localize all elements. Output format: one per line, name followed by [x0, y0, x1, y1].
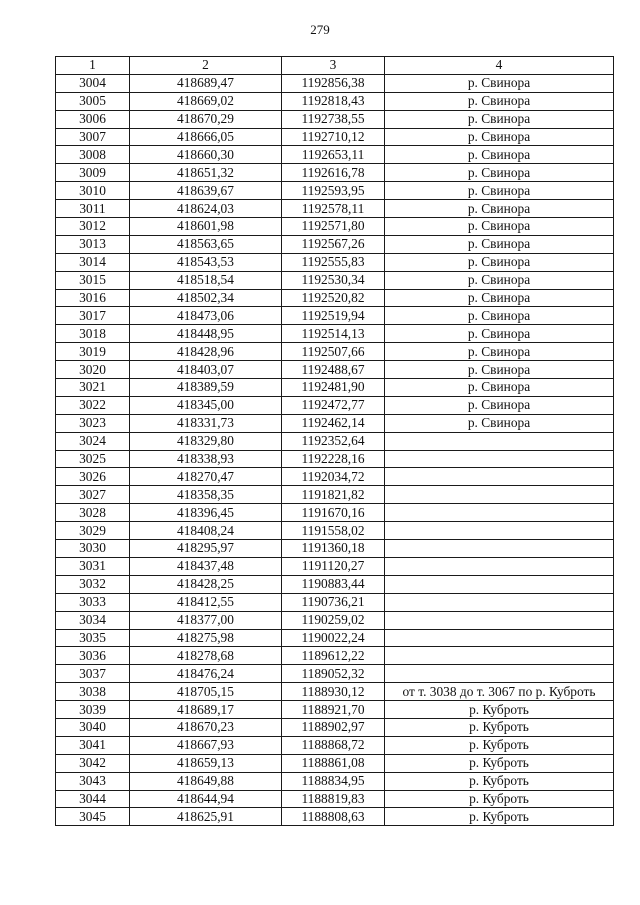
y-coordinate-cell: 1192519,94: [282, 307, 385, 325]
y-coordinate-cell: 1191360,18: [282, 540, 385, 558]
description-cell: р. Куброть: [385, 718, 614, 736]
y-coordinate-cell: 1188930,12: [282, 683, 385, 701]
point-number-cell: 3005: [56, 92, 130, 110]
table-row: [56, 289, 614, 307]
description-cell: р. Свинора: [385, 325, 614, 343]
x-coordinate-cell: 418660,30: [130, 146, 282, 164]
description-cell: [385, 522, 614, 540]
point-number-cell: 3031: [56, 557, 130, 575]
table-row: [56, 575, 614, 593]
table-row: [56, 92, 614, 110]
description-cell: р. Куброть: [385, 754, 614, 772]
description-cell: [385, 575, 614, 593]
point-number-cell: 3008: [56, 146, 130, 164]
point-number-cell: 3043: [56, 772, 130, 790]
point-number-cell: 3042: [56, 754, 130, 772]
y-coordinate-cell: 1192571,80: [282, 218, 385, 236]
point-number-cell: 3009: [56, 164, 130, 182]
x-coordinate-cell: 418270,47: [130, 468, 282, 486]
table-row: [56, 683, 614, 701]
description-cell: р. Куброть: [385, 790, 614, 808]
x-coordinate-cell: 418601,98: [130, 218, 282, 236]
y-coordinate-cell: 1192228,16: [282, 450, 385, 468]
point-number-cell: 3014: [56, 253, 130, 271]
x-coordinate-cell: 418666,05: [130, 128, 282, 146]
x-coordinate-cell: 418377,00: [130, 611, 282, 629]
table-row: [56, 432, 614, 450]
description-cell: р. Свинора: [385, 396, 614, 414]
y-coordinate-cell: 1191670,16: [282, 504, 385, 522]
table-row: [56, 307, 614, 325]
point-number-cell: 3029: [56, 522, 130, 540]
table-row: [56, 235, 614, 253]
x-coordinate-cell: 418428,96: [130, 343, 282, 361]
x-coordinate-cell: 418278,68: [130, 647, 282, 665]
table-row: [56, 325, 614, 343]
table-row: [56, 772, 614, 790]
description-cell: р. Свинора: [385, 361, 614, 379]
point-number-cell: 3015: [56, 271, 130, 289]
table-row: [56, 218, 614, 236]
table-row: [56, 146, 614, 164]
description-cell: р. Свинора: [385, 307, 614, 325]
y-coordinate-cell: 1192555,83: [282, 253, 385, 271]
description-cell: р. Свинора: [385, 164, 614, 182]
x-coordinate-cell: 418476,24: [130, 665, 282, 683]
x-coordinate-cell: 418543,53: [130, 253, 282, 271]
point-number-cell: 3016: [56, 289, 130, 307]
x-coordinate-cell: 418473,06: [130, 307, 282, 325]
y-coordinate-cell: 1192507,66: [282, 343, 385, 361]
y-coordinate-cell: 1191120,27: [282, 557, 385, 575]
x-coordinate-cell: 418659,13: [130, 754, 282, 772]
header-row: [56, 57, 614, 75]
y-coordinate-cell: 1192738,55: [282, 110, 385, 128]
y-coordinate-cell: 1192472,77: [282, 396, 385, 414]
y-coordinate-cell: 1192034,72: [282, 468, 385, 486]
description-cell: [385, 432, 614, 450]
x-coordinate-cell: 418329,80: [130, 432, 282, 450]
y-coordinate-cell: 1192488,67: [282, 361, 385, 379]
table-row: [56, 361, 614, 379]
description-cell: [385, 629, 614, 647]
point-number-cell: 3007: [56, 128, 130, 146]
x-coordinate-cell: 418412,55: [130, 593, 282, 611]
table-row: [56, 200, 614, 218]
description-cell: [385, 450, 614, 468]
x-coordinate-cell: 418670,23: [130, 718, 282, 736]
description-cell: р. Свинора: [385, 235, 614, 253]
x-coordinate-cell: 418689,47: [130, 74, 282, 92]
x-coordinate-cell: 418428,25: [130, 575, 282, 593]
description-cell: [385, 611, 614, 629]
point-number-cell: 3027: [56, 486, 130, 504]
y-coordinate-cell: 1189052,32: [282, 665, 385, 683]
description-cell: [385, 593, 614, 611]
y-coordinate-cell: 1189612,22: [282, 647, 385, 665]
x-coordinate-cell: 418275,98: [130, 629, 282, 647]
y-coordinate-cell: 1191558,02: [282, 522, 385, 540]
x-coordinate-cell: 418624,03: [130, 200, 282, 218]
table-row: [56, 522, 614, 540]
page-number: 279: [310, 22, 330, 37]
y-coordinate-cell: 1188902,97: [282, 718, 385, 736]
point-number-cell: 3032: [56, 575, 130, 593]
x-coordinate-cell: 418396,45: [130, 504, 282, 522]
x-coordinate-cell: 418563,65: [130, 235, 282, 253]
point-number-cell: 3011: [56, 200, 130, 218]
y-coordinate-cell: 1192578,11: [282, 200, 385, 218]
point-number-cell: 3036: [56, 647, 130, 665]
y-coordinate-cell: 1190259,02: [282, 611, 385, 629]
point-number-cell: 3013: [56, 235, 130, 253]
point-number-cell: 3018: [56, 325, 130, 343]
point-number-cell: 3026: [56, 468, 130, 486]
y-coordinate-cell: 1192710,12: [282, 128, 385, 146]
x-coordinate-cell: 418669,02: [130, 92, 282, 110]
table-row: [56, 110, 614, 128]
description-cell: р. Свинора: [385, 253, 614, 271]
table-row: [56, 450, 614, 468]
table-row: [56, 182, 614, 200]
x-coordinate-cell: 418705,15: [130, 683, 282, 701]
point-number-cell: 3030: [56, 540, 130, 558]
y-coordinate-cell: 1188868,72: [282, 736, 385, 754]
description-cell: р. Свинора: [385, 92, 614, 110]
y-coordinate-cell: 1192653,11: [282, 146, 385, 164]
table-row: [56, 647, 614, 665]
x-coordinate-cell: 418389,59: [130, 379, 282, 397]
description-cell: р. Свинора: [385, 182, 614, 200]
description-cell: р. Свинора: [385, 146, 614, 164]
table-row: [56, 379, 614, 397]
table-row: [56, 74, 614, 92]
y-coordinate-cell: 1192514,13: [282, 325, 385, 343]
description-cell: р. Свинора: [385, 271, 614, 289]
table-header: [56, 57, 614, 75]
description-cell: р. Куброть: [385, 808, 614, 826]
description-cell: р. Куброть: [385, 736, 614, 754]
description-cell: р. Свинора: [385, 379, 614, 397]
description-cell: [385, 647, 614, 665]
description-cell: р. Свинора: [385, 343, 614, 361]
x-coordinate-cell: 418649,88: [130, 772, 282, 790]
x-coordinate-cell: 418448,95: [130, 325, 282, 343]
table-row: [56, 396, 614, 414]
table-row: [56, 754, 614, 772]
x-coordinate-cell: 418403,07: [130, 361, 282, 379]
y-coordinate-cell: 1192530,34: [282, 271, 385, 289]
x-coordinate-cell: 418437,48: [130, 557, 282, 575]
point-number-cell: 3004: [56, 74, 130, 92]
x-coordinate-cell: 418639,67: [130, 182, 282, 200]
x-coordinate-cell: 418651,32: [130, 164, 282, 182]
point-number-cell: 3006: [56, 110, 130, 128]
description-cell: от т. 3038 до т. 3067 по р. Куброть: [385, 683, 614, 701]
description-cell: р. Свинора: [385, 289, 614, 307]
y-coordinate-cell: 1190883,44: [282, 575, 385, 593]
table-row: [56, 593, 614, 611]
x-coordinate-cell: 418644,94: [130, 790, 282, 808]
point-number-cell: 3022: [56, 396, 130, 414]
y-coordinate-cell: 1190022,24: [282, 629, 385, 647]
description-cell: р. Свинора: [385, 128, 614, 146]
table-row: [56, 504, 614, 522]
x-coordinate-cell: 418518,54: [130, 271, 282, 289]
y-coordinate-cell: 1188834,95: [282, 772, 385, 790]
point-number-cell: 3021: [56, 379, 130, 397]
table-row: [56, 128, 614, 146]
description-cell: [385, 504, 614, 522]
x-coordinate-cell: 418331,73: [130, 414, 282, 432]
point-number-cell: 3045: [56, 808, 130, 826]
header-col-2: 2: [130, 57, 282, 75]
point-number-cell: 3035: [56, 629, 130, 647]
point-number-cell: 3019: [56, 343, 130, 361]
description-cell: [385, 486, 614, 504]
point-number-cell: 3037: [56, 665, 130, 683]
table-body: [56, 74, 614, 825]
point-number-cell: 3039: [56, 701, 130, 719]
description-cell: р. Куброть: [385, 701, 614, 719]
y-coordinate-cell: 1192818,43: [282, 92, 385, 110]
y-coordinate-cell: 1190736,21: [282, 593, 385, 611]
x-coordinate-cell: 418295,97: [130, 540, 282, 558]
table-row: [56, 414, 614, 432]
table-row: [56, 486, 614, 504]
table-row: [56, 271, 614, 289]
table-row: [56, 665, 614, 683]
y-coordinate-cell: 1192593,95: [282, 182, 385, 200]
table-row: [56, 718, 614, 736]
description-cell: р. Свинора: [385, 74, 614, 92]
table-row: [56, 557, 614, 575]
x-coordinate-cell: 418689,17: [130, 701, 282, 719]
table-row: [56, 701, 614, 719]
y-coordinate-cell: 1192567,26: [282, 235, 385, 253]
y-coordinate-cell: 1192352,64: [282, 432, 385, 450]
description-cell: р. Свинора: [385, 200, 614, 218]
description-cell: р. Свинора: [385, 414, 614, 432]
point-number-cell: 3028: [56, 504, 130, 522]
point-number-cell: 3010: [56, 182, 130, 200]
y-coordinate-cell: 1192616,78: [282, 164, 385, 182]
point-number-cell: 3023: [56, 414, 130, 432]
point-number-cell: 3024: [56, 432, 130, 450]
description-cell: [385, 468, 614, 486]
description-cell: [385, 557, 614, 575]
point-number-cell: 3038: [56, 683, 130, 701]
header-col-4: 4: [385, 57, 614, 75]
point-number-cell: 3033: [56, 593, 130, 611]
x-coordinate-cell: 418625,91: [130, 808, 282, 826]
y-coordinate-cell: 1192520,82: [282, 289, 385, 307]
y-coordinate-cell: 1188861,08: [282, 754, 385, 772]
table-row: [56, 629, 614, 647]
point-number-cell: 3020: [56, 361, 130, 379]
x-coordinate-cell: 418345,00: [130, 396, 282, 414]
x-coordinate-cell: 418670,29: [130, 110, 282, 128]
description-cell: р. Свинора: [385, 218, 614, 236]
x-coordinate-cell: 418667,93: [130, 736, 282, 754]
table-row: [56, 343, 614, 361]
x-coordinate-cell: 418502,34: [130, 289, 282, 307]
description-cell: р. Свинора: [385, 110, 614, 128]
y-coordinate-cell: 1192856,38: [282, 74, 385, 92]
point-number-cell: 3012: [56, 218, 130, 236]
point-number-cell: 3041: [56, 736, 130, 754]
point-number-cell: 3044: [56, 790, 130, 808]
y-coordinate-cell: 1188921,70: [282, 701, 385, 719]
table-row: [56, 790, 614, 808]
x-coordinate-cell: 418408,24: [130, 522, 282, 540]
x-coordinate-cell: 418338,93: [130, 450, 282, 468]
table-row: [56, 736, 614, 754]
coordinates-table: [55, 56, 614, 826]
description-cell: р. Куброть: [385, 772, 614, 790]
point-number-cell: 3040: [56, 718, 130, 736]
description-cell: [385, 540, 614, 558]
table-row: [56, 253, 614, 271]
table-row: [56, 164, 614, 182]
header-col-1: 1: [56, 57, 130, 75]
point-number-cell: 3034: [56, 611, 130, 629]
x-coordinate-cell: 418358,35: [130, 486, 282, 504]
description-cell: [385, 665, 614, 683]
y-coordinate-cell: 1192462,14: [282, 414, 385, 432]
y-coordinate-cell: 1191821,82: [282, 486, 385, 504]
table-row: [56, 540, 614, 558]
y-coordinate-cell: 1192481,90: [282, 379, 385, 397]
y-coordinate-cell: 1188808,63: [282, 808, 385, 826]
table-row: [56, 468, 614, 486]
table-row: [56, 808, 614, 826]
table-row: [56, 611, 614, 629]
point-number-cell: 3017: [56, 307, 130, 325]
y-coordinate-cell: 1188819,83: [282, 790, 385, 808]
header-col-3: 3: [282, 57, 385, 75]
point-number-cell: 3025: [56, 450, 130, 468]
